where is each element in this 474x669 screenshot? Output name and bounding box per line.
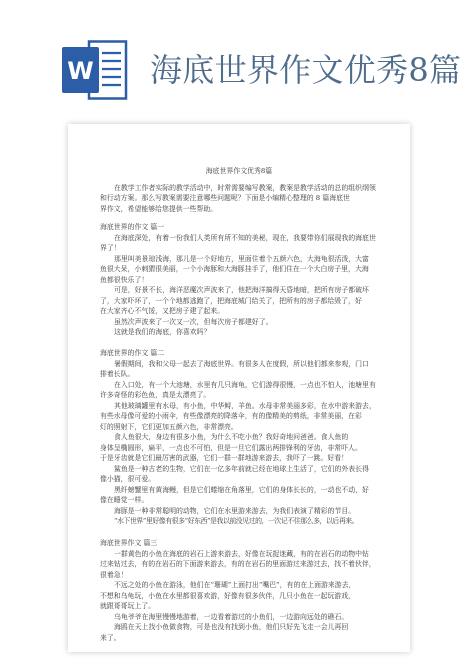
section-heading: 海底世界的作文 篇二 xyxy=(100,349,165,357)
text-line: 鱼都很快乐了！ xyxy=(100,275,149,284)
text-line: 界作文，希望能够给您提供一些帮助。 xyxy=(100,204,218,213)
text-line: 在教学工作者实际的教学活动中，时常需要编写教案，教案是教学活动的总的组织纲领 xyxy=(114,183,376,192)
text-line: 和行动方案。那么写教案需要注意哪些问题呢？下面是小编精心整理的 8 篇海底世 xyxy=(100,194,350,202)
text-line: 界了！ xyxy=(100,244,121,252)
text-line: 海鸥在天上找小鱼做食物，可是也没有找到小鱼，他们只好先飞走一会儿再回 xyxy=(114,623,349,631)
word-document-icon xyxy=(62,40,128,100)
text-line: 来了。 xyxy=(100,633,121,642)
text-line: 不远之处的小鱼在游泳，他们在“珊瑚”上面打出“嘴巴”，有的在上面游来游去， xyxy=(114,581,356,589)
essay-section-1 xyxy=(100,222,378,338)
text-line: 食人鱼很大，身边有很多小鱼，为什么不吃小鱼？我好奇地问爸爸。食人鱼的 xyxy=(114,433,349,441)
text-line: 了，大家吓坏了，一个个地都逃跑了，把海底城门给关了，把所有的房子都给毁了，好 xyxy=(100,296,362,305)
text-line: 其他玻璃罐里有水母，有小鱼，中华鲟，羊鱼。水母非常美丽多彩，在水中游来游去， xyxy=(114,401,376,410)
page-title: 海底世界作文优秀8篇 xyxy=(150,51,462,89)
text-line: 一群黄色的小鱼在海底的岩石上游来游去，好像在玩捉迷藏，有的在岩石的动物中钻 xyxy=(114,549,369,558)
text-line: 鲨鱼是一种古老的生物，它们在一亿多年前就已经在地球上生活了，它们的外表长得 xyxy=(114,464,369,473)
text-line: 过来钻过去，有的在岩石的下面游来游去，有的在岩石的里面游过来游过去，找不着伙伴， xyxy=(100,560,376,568)
header xyxy=(0,0,474,112)
essay-section-3 xyxy=(100,538,378,643)
text-line: 像小猫，很可爱。 xyxy=(100,475,156,483)
text-line: 那里叫美景琼浅海，那儿是一个好地方，里面住着个五颜六色，大海龟很活泼，大富 xyxy=(114,254,369,263)
intro-paragraph xyxy=(100,183,378,215)
text-line: 许多奇怪的彩色鱼，真是太漂亮了。 xyxy=(100,391,211,399)
text-line: 虽然次声波来了一次又一次，但每次房子都建好了。 xyxy=(114,317,273,326)
text-line: 乌龟爷爷在海里慢慢地游着，一边看着游过的小鱼们，一边游向远处的礁石。 xyxy=(114,612,349,621)
text-line: 暑假期间，我和父母一起去了海底世界。有很多人在度假，所以他们都来参观，门口 xyxy=(114,359,369,368)
text-line: 像在睡觉一样。 xyxy=(100,496,149,504)
document-title: 海底世界作文优秀8篇 xyxy=(205,167,273,175)
document-body xyxy=(100,166,378,643)
text-line: 黑纤螃蟹里有黄海鳗，但是它们蜷缩在角落里，它们的身体长长的，一动也不动，好 xyxy=(114,485,369,494)
section-heading: 海底世界的作文 篇一 xyxy=(100,223,165,231)
text-line: 很着急！ xyxy=(100,570,128,579)
text-line: 可是，好景不长，海洋恶魔次声波来了，他把海洋搞得天昏地暗，把所有房子都破坏 xyxy=(114,286,369,294)
text-line: 海豚是一种非常聪明的动物，它们在水里游来游去，为我们表演了精彩的节目。 xyxy=(114,506,356,515)
text-line: 在大家齐心不气馁，又把房子建了起来。 xyxy=(100,307,225,315)
text-line: 在入口处，有一个大池塘，水里有几只海龟，它们游得很慢，一点也不怕人，池塘里有 xyxy=(114,380,376,389)
text-line: 有些水母像可爱的小雨伞，有些像漂亮的降落伞，有的像精美的剪纸，非常美丽，在彩 xyxy=(100,412,362,420)
text-line: 在海底深处，有着一份我们人类所有所不知的美秘，现在，我要带你们展现我的海底世 xyxy=(114,233,376,242)
text-line: 就跟哥哥玩上了。 xyxy=(100,602,156,610)
text-line: 排着长队。 xyxy=(100,370,135,378)
text-line: 灯的照射下，它们更加五颜六色，非常漂亮。 xyxy=(100,422,238,431)
text-line: 不想和乌龟玩，小鱼在水里都很喜欢游，好像有很多伙伴，几只小鱼在一起玩游戏， xyxy=(100,591,355,600)
text-line: 身体呈椭圆形，扁平，一点也不可怕，但是一旦它们露出两排锋利的牙齿，非常吓人。 xyxy=(100,443,362,452)
text-line: 鱼很大呆，小刺猬很美丽，一个小海豚和大海豚挂手了，他们住在一个大白房子里，大海 xyxy=(100,265,369,273)
essay-section-2 xyxy=(100,348,378,527)
document-page[interactable] xyxy=(68,124,410,652)
text-line: “水下世界”里好像有很多“好东西”是我以前没见过的，一次记不住那么多，以后再来。 xyxy=(114,517,359,525)
icon-letter: W xyxy=(67,57,94,85)
text-line: 这就是我们的海底，你喜欢吗？ xyxy=(114,328,211,336)
text-line: 于是牙齿就是它们最厉害的武器，它们一群一群地游来游去，我吓了一跳。好看！ xyxy=(100,454,349,462)
section-heading: 海底世界作文 篇三 xyxy=(100,539,158,547)
